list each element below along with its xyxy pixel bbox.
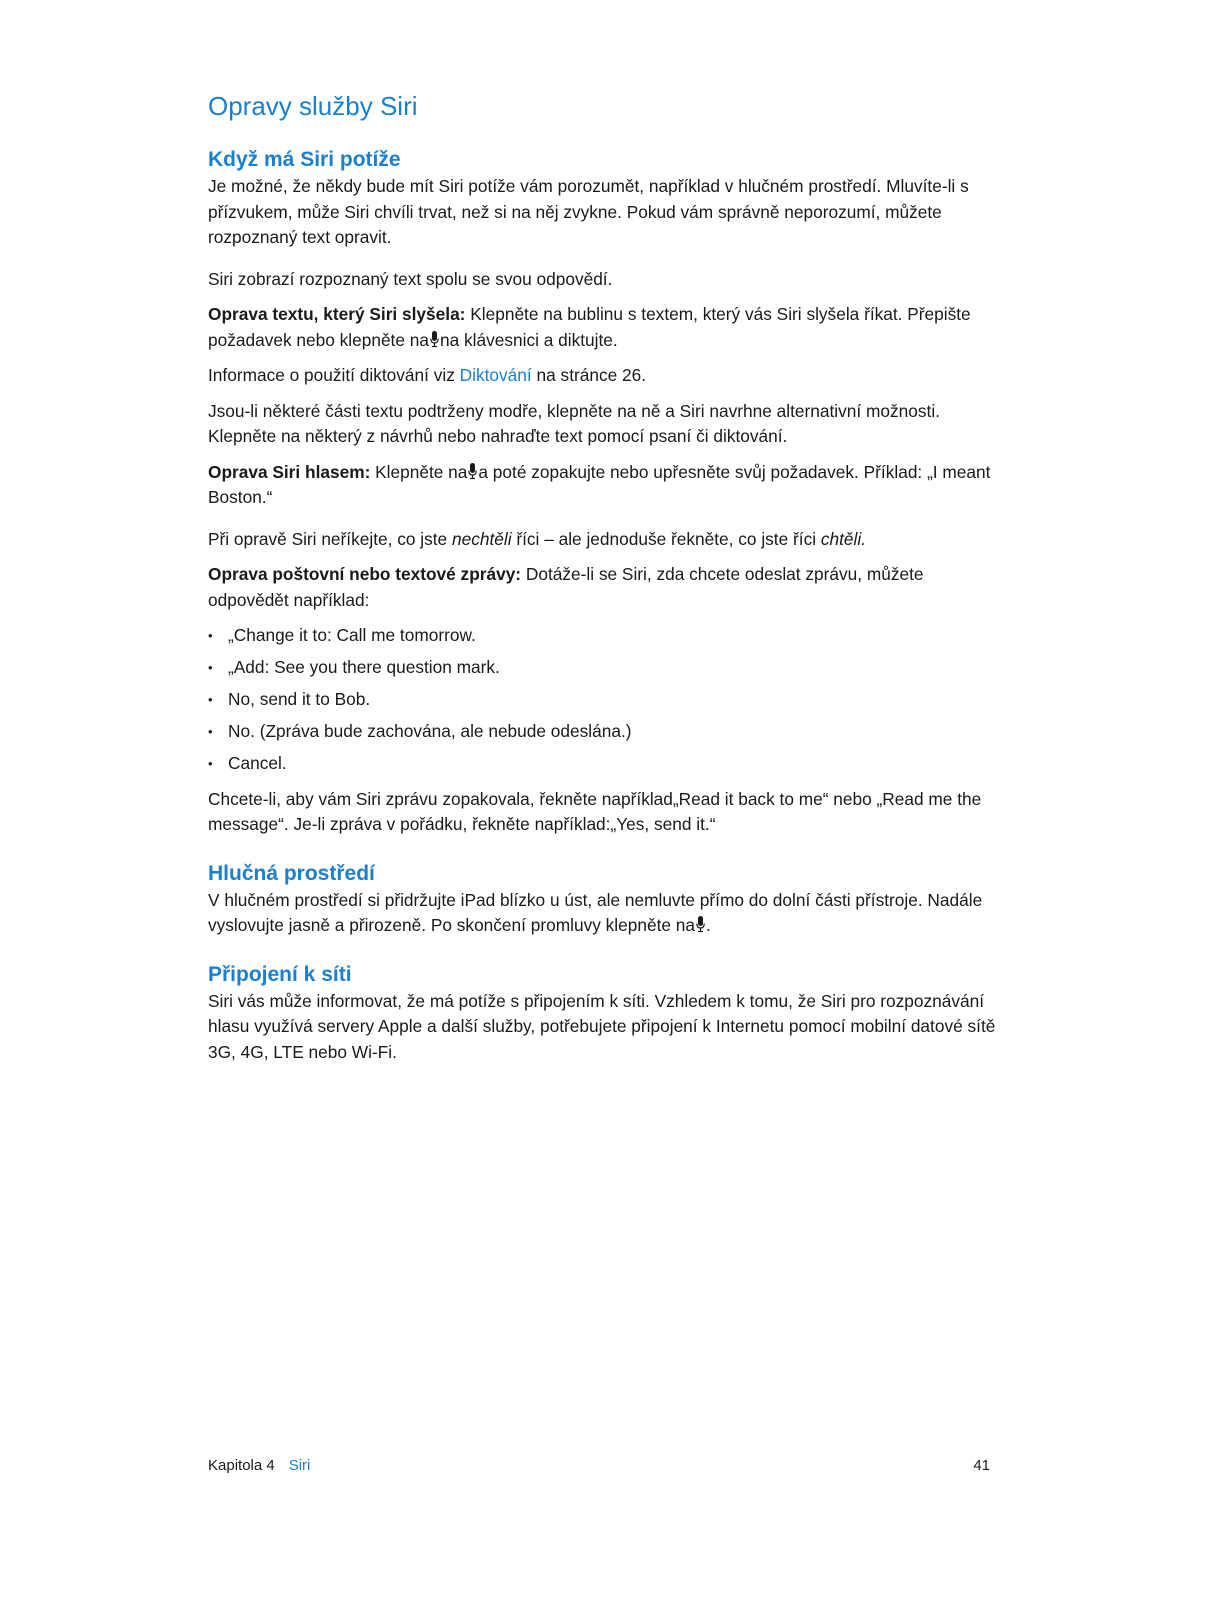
trouble-intro: Je možné, že někdy bude mít Siri potíže vám porozumět, například v hlučném prostředí. Mluvíte-li s přízvukem, může Siri chvíli trvat, než si na něj zvykne. Pokud vám správně neporozumí, můžete rozpoznaný text opravit. (208, 176, 969, 247)
microphone-icon (468, 463, 477, 480)
list-item (208, 623, 998, 649)
network-paragraph: Siri vás může informovat, že má potíže s připojením k síti. Vzhledem k tomu, že Siri pro rozpoznávání hlasu využívá servery Apple a další služby, potřebujete připojení k Internetu pomocí mobilní datové sítě 3G, 4G, LTE nebo Wi-Fi. (208, 990, 996, 1062)
list-item (208, 655, 998, 681)
fix-text-body-b: na klávesnici a diktujte. (440, 329, 618, 350)
page-number: 41 (973, 1457, 990, 1474)
list-item (208, 719, 998, 745)
list-item (208, 751, 998, 777)
underlined-text-paragraph: Jsou-li některé části textu podtrženy modře, klepněte na ně a Siri navrhne alternativní možnosti. Klepněte na některý z návrhů nebo nahraďte text pomocí psaní či diktování. (208, 400, 940, 446)
fix-text-body-a: Klepněte na bublinu s textem, který vás Siri slyšela říkat. Přepište požadavek nebo klepněte na (208, 304, 971, 350)
section-heading-trouble: Když má Siri potíže (208, 148, 401, 171)
bullet: • (208, 724, 213, 739)
list-item-text: No, send it to Bob. (228, 689, 371, 709)
readback-paragraph: Chcete-li, aby vám Siri zprávu zopakovala, řekněte například„Read it back to me“ nebo „Read me the message“. Je-li zpráva v pořádku, řekněte například:„Yes, send it.“ (208, 788, 982, 834)
microphone-icon (696, 916, 705, 933)
fix-text-paragraph (208, 302, 998, 353)
dictation-info-a: Informace o použití diktování viz (208, 365, 455, 385)
page-content (208, 88, 998, 1065)
dictation-link[interactable]: Diktování (459, 365, 532, 385)
fix-voice-label: Oprava Siri hlasem: (208, 461, 371, 482)
list-item-text: „Add: See you there question mark. (228, 657, 500, 677)
noisy-body-a: V hlučném prostředí si přidržujte iPad blízko u úst, ale nemluvte přímo do dolní části přístroje. Nadále vyslovujte jasně a přirozeně. Po skončení promluvy klepněte na (208, 889, 983, 935)
list-item-text: „Change it to: Call me tomorrow. (228, 625, 476, 645)
microphone-icon (430, 331, 439, 348)
example-reply-list (208, 623, 998, 777)
trouble-display-note: Siri zobrazí rozpoznaný text spolu se svou odpovědí. (208, 268, 613, 289)
chapter-name-link[interactable]: Siri (288, 1457, 311, 1474)
bullet: • (208, 692, 213, 707)
fix-text-label: Oprava textu, který Siri slyšela: (208, 304, 466, 324)
section-heading-network: Připojení k síti (208, 962, 352, 986)
tip-emphasis-2: chtěli. (820, 528, 867, 549)
bullet: • (208, 628, 213, 643)
fix-voice-body-b: a poté zopakujte nebo upřesněte svůj požadavek. Příklad: „I meant Boston.“ (208, 461, 991, 507)
fix-mail-body: Dotáže-li se Siri, zda chcete odeslat zprávu, můžete odpovědět například: (208, 564, 924, 610)
bullet: • (208, 756, 213, 771)
section-heading-noisy: Hlučná prostředí (208, 861, 375, 885)
page-title: Opravy služby Siri (208, 91, 418, 121)
list-item-text: Cancel. (228, 753, 287, 773)
noisy-paragraph (208, 888, 998, 939)
dictation-info-b: na stránce 26. (536, 365, 647, 385)
chapter-label: Kapitola 4 (208, 1457, 275, 1474)
tip-b: říci – ale jednoduše řekněte, co jste říci (516, 528, 817, 549)
fix-mail-paragraph (208, 562, 998, 613)
dictation-info-paragraph (208, 363, 998, 389)
correction-tip-paragraph (208, 527, 998, 553)
tip-emphasis-1: nechtěli (451, 528, 512, 549)
noisy-body-b: . (706, 915, 711, 935)
bullet: • (208, 660, 213, 675)
list-item-text: No. (Zpráva bude zachována, ale nebude odeslána.) (228, 721, 632, 741)
fix-voice-body-a: Klepněte na (375, 461, 468, 482)
footer-chapter (208, 1456, 310, 1476)
fix-mail-label: Oprava poštovní nebo textové zprávy: (208, 564, 522, 584)
list-item (208, 687, 998, 713)
fix-voice-paragraph (208, 460, 998, 511)
tip-a: Při opravě Siri neříkejte, co jste (208, 528, 448, 549)
